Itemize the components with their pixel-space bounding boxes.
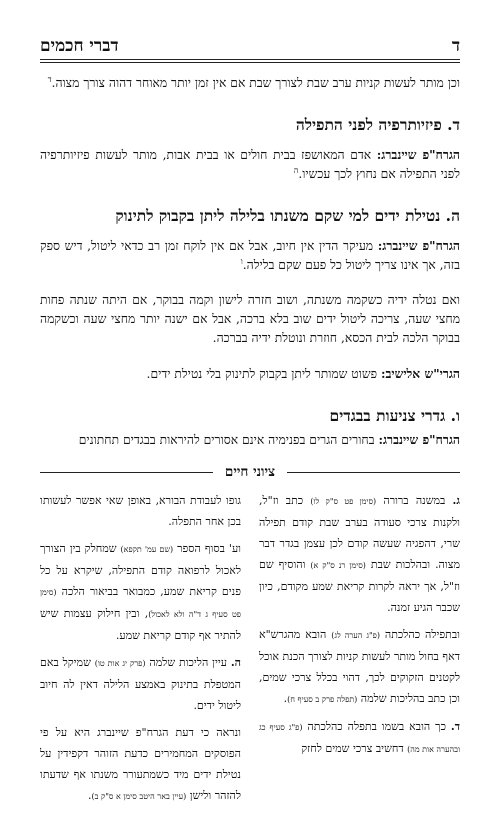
footnote-label: ה. xyxy=(230,656,241,669)
footnotes-column-right xyxy=(259,490,460,813)
source-citation: (פ"ג סעיף כג ובהערה אות מה) xyxy=(259,723,460,754)
footnote-text: וע' בסוף הספר xyxy=(173,542,241,555)
section-5-paragraph: הגרח"פ שיינברג: מעיקר הדין אין חיוב, אבל אם אין לוקח זמן רב כדאי ליטול, דיש ספק בזה, אך אינו צריך ליטול כל פעם שקם בלילה.$^ו$ xyxy=(40,238,460,272)
page xyxy=(40,34,460,813)
section-5-paragraph-2: ואם נטלה ידיה כשקמה משנתה, ושוב חזרה לישון וקמה בבוקר, אם היתה שנתה פחות מחצי שעה, צריכה ליטול ידים שוב בלא ברכה, אבל אם ישנה יותר מחצי שעה וכשקמה בבוקר הלכה לבית הכסא, חוזרת ונוטלת ידיה בברכה. xyxy=(40,293,460,345)
running-header xyxy=(40,34,460,56)
footnote-text: במשנה ברורה xyxy=(376,494,453,507)
rabbi-name: הגרח"פ שיינברג: xyxy=(377,238,460,253)
footnote-text: כך הובא בשמו בתפלה כהלכתה xyxy=(302,720,451,733)
footnote-text: דחשיב צרכי שמים לחזק xyxy=(301,742,408,755)
footnotes-divider xyxy=(40,464,460,480)
section-4-title: ד. פיזיותרפיה לפני התפילה xyxy=(295,115,460,134)
divider-line xyxy=(287,472,460,473)
header-rule xyxy=(40,59,460,60)
footnote-text: שמחלק בין הצורך לאכול לרפואה קודם התפילה, שיקרא על כל פנים קריאת שמע, כמבואר בביאור הלכה xyxy=(40,542,241,598)
section-4-paragraph: הגרח"פ שיינברג: אדם המאושפז בבית חולים או בבית אבות, מותר לעשות פיזיותרפיה לפני התפילה אם נחוץ לכך עכשיו.$^ה$ xyxy=(40,147,460,181)
footnote-text: כתב וז"ל, ולקנות צרכי סעודה בערב שבת קודם תפילה שרי, דהפגיה שעשה קודם לכן עצמן בגדר דבר מצוה. ובהלכות שבת xyxy=(259,494,460,571)
page-letter: ד xyxy=(451,36,460,56)
source-citation: (שם עמ' תקפא) xyxy=(120,545,174,554)
source-citation: (סימן פט סעיף ג ד"ה ולא לאכול) xyxy=(40,588,241,619)
running-title: דברי חכמים xyxy=(40,36,119,56)
footnote-paragraph xyxy=(40,652,241,716)
section-5-paragraph-3: הגרי"ש אלישיב: פשוט שמותר ליתן בקבוק לתינוק בלי נטילת ידים. xyxy=(146,366,460,381)
footnote-text: עיין הליכות שלמה xyxy=(145,656,231,669)
footnote-text: . xyxy=(87,789,92,802)
section-6-title: ו. גדרי צניעות בבגדים xyxy=(329,406,460,425)
rabbi-name: הגרח"פ שיינברג: xyxy=(376,147,460,162)
footnote-paragraph xyxy=(259,624,460,710)
divider-line xyxy=(40,472,213,473)
intro-paragraph: וכן מותר לעשות קניות ערב שבת לצורך שבת אם אין זמן יותר מאוחר דהוה צורך מצוה.$^ד$ xyxy=(47,74,460,90)
section-6-paragraph: הגרח"פ שיינברג: בחורים הגרים בפנימיה אינם אסורים להיראות בבגדים תחתונים xyxy=(78,432,460,447)
footnote-marker: ו xyxy=(240,256,243,266)
footnote-paragraph xyxy=(259,716,460,760)
footnotes-heading: ציוני חיים xyxy=(224,464,276,480)
source-citation: (תפלה פרק ב סעיף ח) xyxy=(287,695,358,704)
footnote-marker: ד xyxy=(47,74,52,84)
footnote-label: ד. xyxy=(450,720,461,733)
source-citation: (סימן רנ ס"ק א) xyxy=(310,561,366,570)
footnote-paragraph xyxy=(259,490,460,618)
source-citation: (עיין באר היטב סימן א ס"ק ב) xyxy=(91,792,187,801)
footnote-text: , ובין חילוק עצמות שיש להתיר אף קודם קריאת שמע. xyxy=(40,607,241,642)
footnote-text: ונראה כי דעת הגרח"פ שיינברג היא על פי הפוסקים המחמירים כדעת הזוהר דקפידין על נטילת ידים מיד כשמתעורר משנתו אף שדעתו להזהר ולישן xyxy=(40,726,241,802)
source-citation: (פ"ג הערה לג) xyxy=(331,631,380,640)
footnote-marker: ה xyxy=(293,165,299,175)
footnote-label: ג. xyxy=(452,494,461,507)
footnote-text: ובתפילה כהלכתה xyxy=(379,628,460,641)
footnote-text: שמיקל באם המטפלת בתינוק באמצע הלילה דאין לה חיוב ליטול ידים. xyxy=(40,656,241,712)
footnote-text: הובא מהגרש"א דאף בחול מותר לעשות קניות לצורך הכנת אוכל לקטנים הזקוקים לכך, דהוי בכלל צרכי שמים, וכן כתב בהליכות שלמה xyxy=(259,628,460,705)
footnote-paragraph xyxy=(40,538,241,646)
rabbi-name: הגרי"ש אלישיב: xyxy=(380,366,460,381)
footnote-text: והוסיף שם וז"ל, אך יראה לקרות קריאת שמע מקודם, כיון שכבר הגיע זמנה. xyxy=(259,558,460,614)
source-citation: (סימן פט ס"ק לו) xyxy=(310,497,377,506)
header-rule-thin xyxy=(40,62,460,63)
footnote-paragraph xyxy=(40,490,241,532)
footnote-paragraph xyxy=(40,722,241,807)
rabbi-name: הגרח"פ שיינברג: xyxy=(378,432,460,447)
section-5-title: ה. נטילת ידים למי שקם משנתו בלילה ליתן בקבוק לתינוק xyxy=(115,206,460,225)
footnote-text: . xyxy=(283,692,288,705)
footnotes-column-left xyxy=(40,490,241,813)
source-citation: (פרק יג אות טו) xyxy=(94,659,146,668)
footnotes-columns xyxy=(40,490,460,813)
footnote-text: גופו לעבודת הבורא, באופן שאי אפשר לעשותו בכן אחר התפלה. xyxy=(40,494,241,528)
